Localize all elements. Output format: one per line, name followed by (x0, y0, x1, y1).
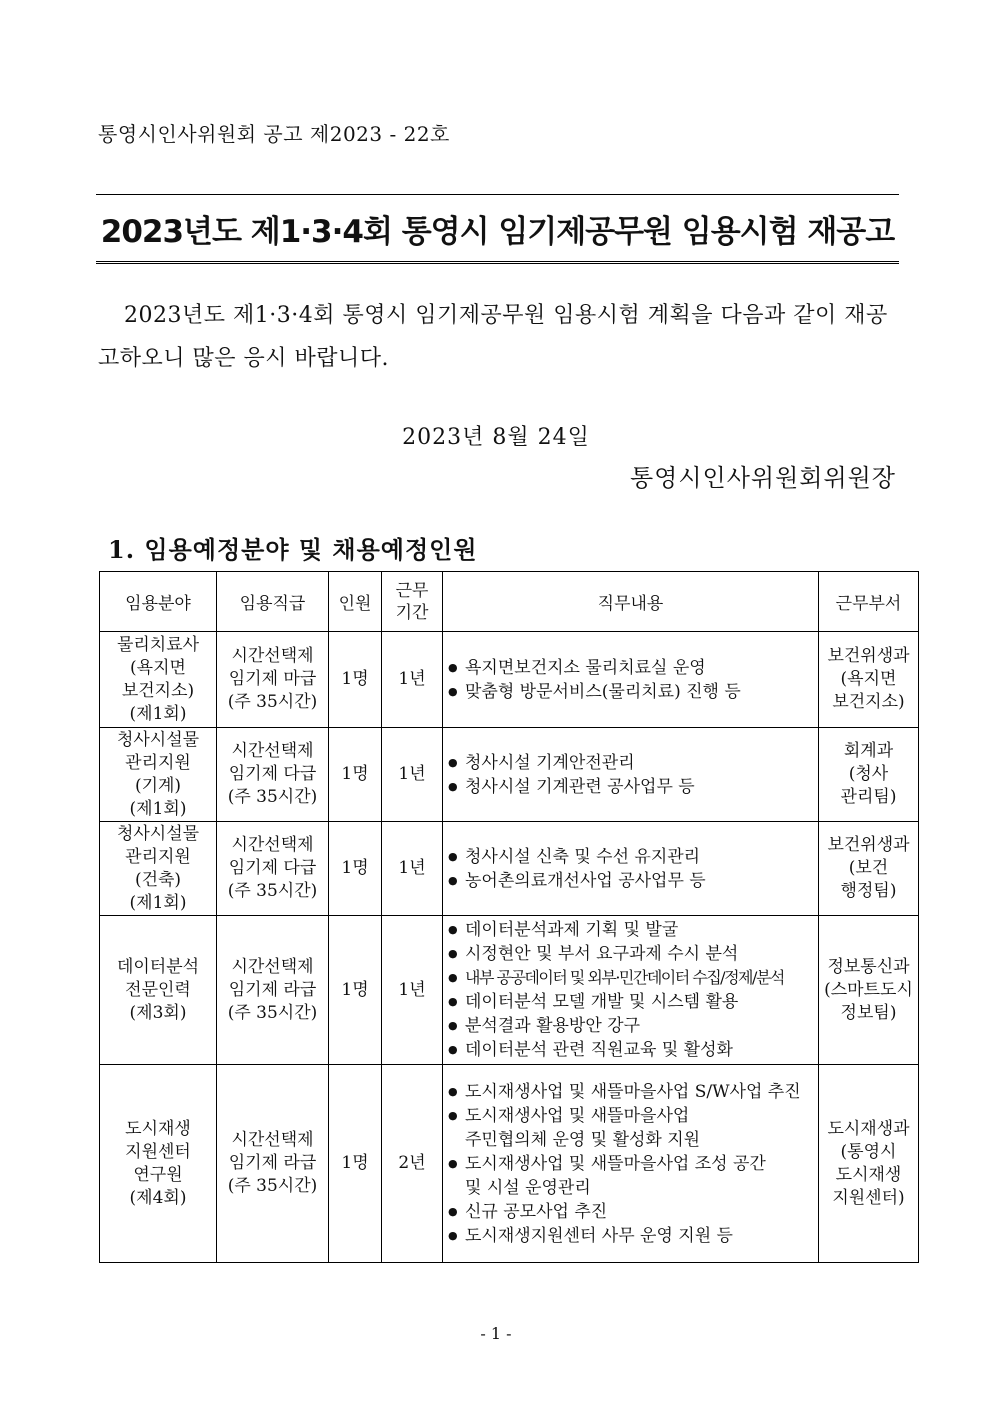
duty-item: ● 청사시설 기계관련 공사업무 등 (447, 775, 814, 799)
duty-item: ● 데이터분석 관련 직원교육 및 활성화 (447, 1038, 814, 1062)
header-duties: 직무내용 (443, 572, 819, 632)
duty-item: ● 분석결과 활용방안 강구 (447, 1014, 814, 1038)
duty-item: ● 시정현안 및 부서 요구과제 수시 분석 (447, 942, 814, 966)
duty-item: ● 맞춤형 방문서비스(물리치료) 진행 등 (447, 680, 814, 704)
cell-grade: 시간선택제 임기제 마급 (주 35시간) (217, 632, 329, 728)
duty-item: ● 신규 공모사업 추진 (447, 1200, 814, 1224)
cell-department: 회계과 (청사 관리팀) (819, 728, 919, 822)
cell-count: 1명 (329, 822, 382, 916)
cell-duties (443, 822, 819, 916)
duty-item: ● 욕지면보건지소 물리치료실 운영 (447, 656, 814, 680)
header-department: 근무부서 (819, 572, 919, 632)
signer: 통영시인사위원회위원장 (629, 464, 896, 492)
cell-department: 도시재생과 (통영시 도시재생 지원센터) (819, 1065, 919, 1263)
cell-grade: 시간선택제 임기제 라급 (주 35시간) (217, 916, 329, 1065)
cell-duties (443, 1065, 819, 1263)
duty-item: ● 내부 공공데이터 및 외부·민간데이터 수집/정제/분석 (447, 966, 814, 990)
title-box (96, 194, 899, 264)
cell-department: 보건위생과 (보건 행정팀) (819, 822, 919, 916)
cell-count: 1명 (329, 1065, 382, 1263)
duty-item: ● 청사시설 기계안전관리 (447, 751, 814, 775)
cell-count: 1명 (329, 916, 382, 1065)
cell-period: 1년 (382, 632, 443, 728)
cell-period: 1년 (382, 916, 443, 1065)
cell-field: 물리치료사 (욕지면 보건지소) (제1회) (100, 632, 217, 728)
recruitment-table (99, 571, 919, 1263)
cell-period: 1년 (382, 822, 443, 916)
cell-field: 청사시설물 관리지원 (기계) (제1회) (100, 728, 217, 822)
cell-count: 1명 (329, 728, 382, 822)
duty-item: ● 데이터분석 모델 개발 및 시스템 활용 (447, 990, 814, 1014)
cell-field: 데이터분석 전문인력 (제3회) (100, 916, 217, 1065)
cell-grade: 시간선택제 임기제 라급 (주 35시간) (217, 1065, 329, 1263)
table-row (100, 728, 919, 822)
intro-paragraph: 2023년도 제1·3·4회 통영시 임기제공무원 임용시험 계획을 다음과 같이 재공고하오니 많은 응시 바랍니다. (98, 303, 888, 371)
notice-number: 통영시인사위원회 공고 제2023 - 22호 (98, 122, 450, 146)
table-row (100, 632, 919, 728)
duty-item: ● 데이터분석과제 기획 및 발굴 (447, 918, 814, 942)
cell-grade: 시간선택제 임기제 다급 (주 35시간) (217, 822, 329, 916)
duty-item: ● 도시재생사업 및 새뜰마을사업 S/W사업 추진 (447, 1080, 814, 1104)
cell-period: 1년 (382, 728, 443, 822)
duty-list (447, 1080, 814, 1248)
header-period: 근무 기간 (382, 572, 443, 632)
header-count: 인원 (329, 572, 382, 632)
cell-grade: 시간선택제 임기제 다급 (주 35시간) (217, 728, 329, 822)
table-row (100, 822, 919, 916)
cell-field: 도시재생 지원센터 연구원 (제4회) (100, 1065, 217, 1263)
duty-item: ● 도시재생사업 및 새뜰마을사업 조성 공간 및 시설 운영관리 (447, 1152, 814, 1200)
cell-field: 청사시설물 관리지원 (건축) (제1회) (100, 822, 217, 916)
cell-duties (443, 916, 819, 1065)
cell-count: 1명 (329, 632, 382, 728)
cell-duties (443, 632, 819, 728)
duty-item: ● 도시재생지원센터 사무 운영 지원 등 (447, 1224, 814, 1248)
cell-department: 정보통신과 (스마트도시 정보팀) (819, 916, 919, 1065)
duty-list (447, 845, 814, 893)
cell-period: 2년 (382, 1065, 443, 1263)
table-row (100, 1065, 919, 1263)
section-heading: 1. 임용예정분야 및 채용예정인원 (108, 535, 478, 564)
duty-item: ● 청사시설 신축 및 수선 유지관리 (447, 845, 814, 869)
duty-item: ● 도시재생사업 및 새뜰마을사업 주민협의체 운영 및 활성화 지원 (447, 1104, 814, 1152)
duty-list (447, 918, 814, 1062)
duty-list (447, 751, 814, 799)
table-header-row (100, 572, 919, 632)
duty-list (447, 656, 814, 704)
header-grade: 임용직급 (217, 572, 329, 632)
table-row (100, 916, 919, 1065)
document-title: 2023년도 제1·3·4회 통영시 임기제공무원 임용시험 재공고 (100, 213, 895, 250)
notice-date: 2023년 8월 24일 (402, 425, 590, 450)
cell-duties (443, 728, 819, 822)
page-number: - 1 - (480, 1324, 512, 1343)
header-field: 임용분야 (100, 572, 217, 632)
duty-item: ● 농어촌의료개선사업 공사업무 등 (447, 869, 814, 893)
cell-department: 보건위생과 (욕지면 보건지소) (819, 632, 919, 728)
